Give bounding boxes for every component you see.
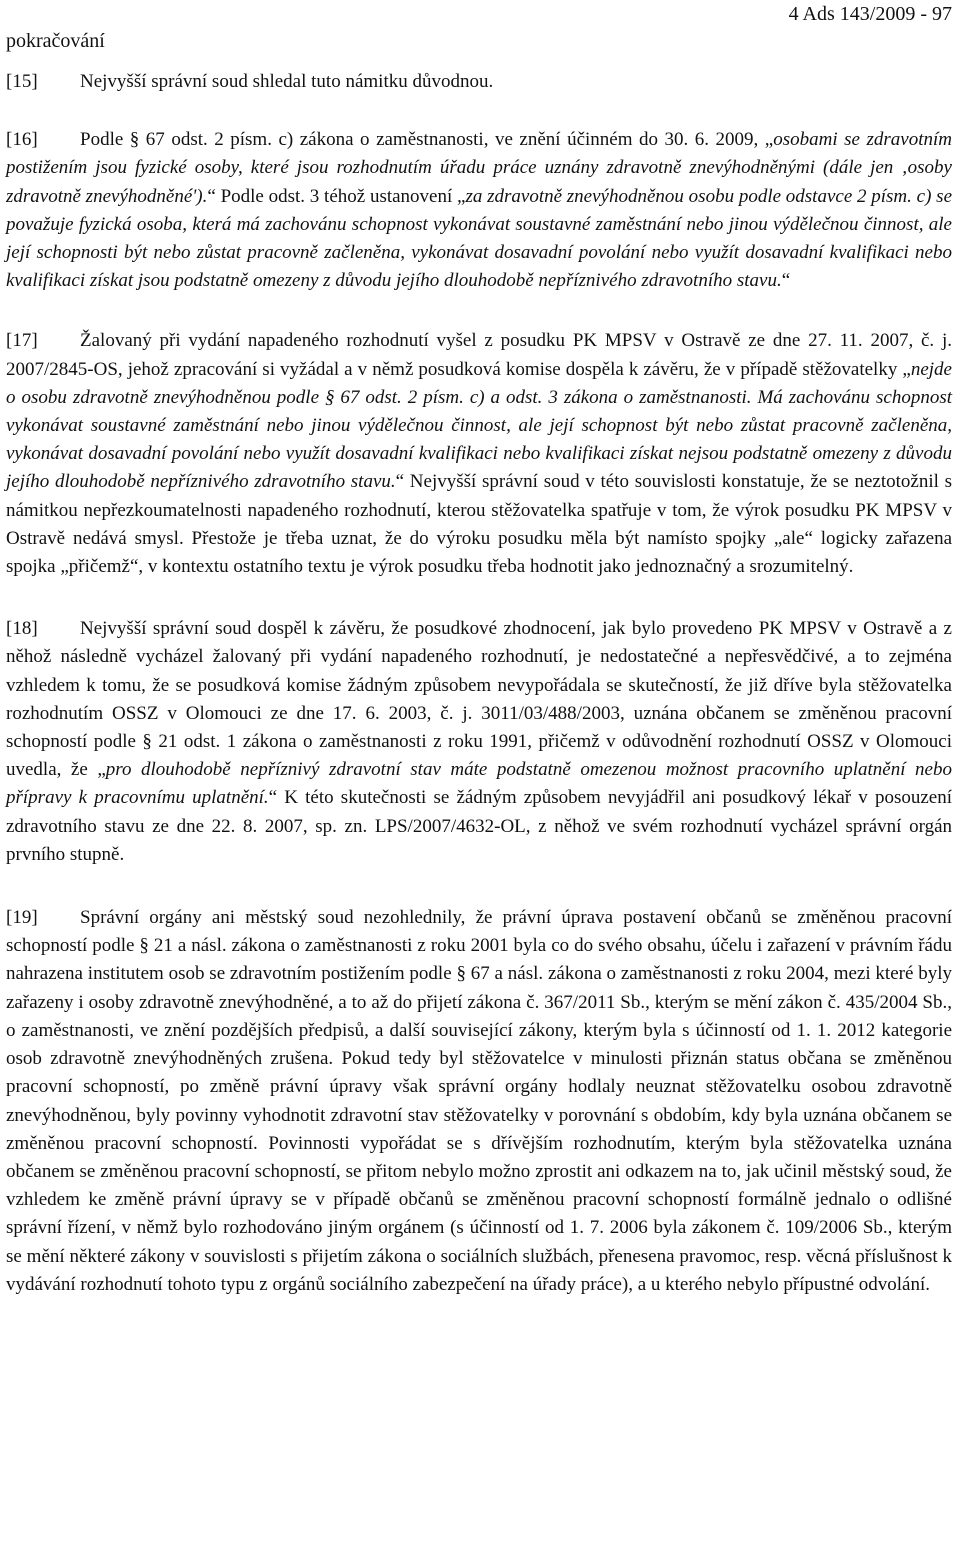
- body-text: Nejvyšší správní soud dospěl k závěru, že posudkové zhodnocení, jak bylo provedeno PK MPSV v Ostravě a z něhož následně vycházel žalovaný při vydání napadeného rozhodnutí, je nedostatečné a nepřesvědčivé, a to zejména vzhledem k tomu, že se posudková komise žádným způsobem nevypořádala se skutečností, že již dříve byla stěžovatelka rozhodnutím OSSZ v Olomouci ze dne 17. 6. 2003, č. j. 3011/03/488/2003, uznána občanem se změněnou pracovní schopností podle § 21 odst. 1 zákona o zaměstnanosti z roku 1991, přičemž v odůvodnění rozhodnutí OSSZ v Olomouci uvedla, že „: [6, 618, 952, 781]
- paragraph-number: [17]: [6, 330, 38, 352]
- paragraph-15: [6, 68, 952, 96]
- paragraph-number: [15]: [6, 71, 38, 92]
- body-text: “: [781, 270, 791, 292]
- paragraph-body: [80, 71, 493, 92]
- page-header: [6, 0, 952, 56]
- body-text: Žalovaný při vydání napadeného rozhodnutí vyšel z posudku PK MPSV v Ostravě ze dne 27. 11. 2007, č. j. 2007/2845-OS, jehož zpracování si vyžádal a v němž posudková komise dospěla k závěru, že v případě stěžovatelky „: [6, 330, 952, 380]
- paragraph-16: [6, 126, 952, 295]
- paragraph-17: [6, 327, 952, 581]
- document-page: [6, 0, 952, 1299]
- case-number: 4 Ads 143/2009 - 97: [788, 3, 952, 25]
- quoted-text: za zdravotně znevýhodněnou osobu podle odstavce 2 písm. c) se považuje fyzická osoba, která má zachovánu schopnost vykonávat soustavné zaměstnání nebo jinou výdělečnou činnost, ale její schopnosti být nebo zůstat pracovně začleněna, vykonávat dosavadní povolání nebo využít dosavadní kvalifikaci nebo kvalifikaci získat jsou podstatně omezeny z důvodu jejího dlouhodobě nepříznivého zdravotního stavu.: [6, 185, 953, 292]
- body-text: Podle § 67 odst. 2 písm. c) zákona o zaměstnanosti, ve znění účinném do 30. 6. 2009, „: [80, 129, 774, 151]
- body-text: Správní orgány ani městský soud nezohlednily, že právní úprava postavení občanů se změněnou pracovní schopností podle § 21 a násl. zákona o zaměstnanosti z roku 2001 byla co do svého obsahu, účelu i zařazení v právním řádu nahrazena institutem osob se zdravotním postižením podle § 67 a násl. zákona o zaměstnanosti z roku 2004, mezi které byly zařazeny i osoby zdravotně znevýhodněné, a to až do přijetí zákona č. 367/2011 Sb., kterým se mění zákon č. 435/2004 Sb., o zaměstnanosti, ve znění pozdějších předpisů, a další související zákony, kterým byla s účinností od 1. 1. 2012 kategorie osob zdravotně znevýhodněných zrušena. Pokud tedy byl stěžovatelce v minulosti přiznán status občana se změněnou pracovní schopností, po změně právní úpravy však správní orgány hodlaly neuznat stěžovatelku osobou zdravotně znevýhodněnou, byly povinny vyhodnotit zdravotní stav stěžovatelky v porovnání s obdobím, kdy byla uznána občanem se změněnou pracovní schopností. Povinnosti vypořádat se s dřívějším rozhodnutím, kterým byla stěžovatelka uznána občanem se změněnou pracovní schopností, se přitom nebylo možno zprostit ani odkazem na to, jak učinil městský soud, že vzhledem ke změně právní úpravy se v případě občanů se změněnou pracovní schopností formálně jednalo o odlišné správní řízení, v němž bylo rozhodováno jiným orgánem (s účinností od 1. 7. 2006 byla zákonem č. 109/2006 Sb., kterým se mění některé zákony v souvislosti s přijetím zákona o sociálních službách, přenesena pravomoc, resp. věcná příslušnost k vydávání rozhodnutí tohoto typu z orgánů sociálního zabezpečení na úřady práce), a u kterého nebylo přípustné odvolání.: [6, 907, 952, 1295]
- continuation-label: pokračování: [6, 30, 105, 52]
- paragraph-18: [6, 615, 952, 869]
- paragraph-body: [6, 129, 952, 291]
- paragraph-number: [19]: [6, 907, 38, 929]
- paragraph-number: [16]: [6, 129, 38, 151]
- quoted-text: nejde o osobu zdravotně znevýhodněnou podle § 67 odst. 2 písm. c) a odst. 3 zákona o zaměstnanosti. Má zachovánu schopnost vykonávat soustavné zaměstnání nebo jinou výdělečnou činnost, ale její schopnost být nebo zůstat pracovně začleněna, vykonávat dosavadní povolání nebo využít dosavadní kvalifikaci nebo kvalifikaci získat nejsou podstatně omezeny z důvodu jejího dlouhodobě nepříznivého zdravotního stavu.: [6, 358, 952, 493]
- body-text: “ Podle odst. 3 téhož ustanovení „: [207, 185, 466, 207]
- quoted-text: pro dlouhodobě nepříznivý zdravotní stav máte podstatně omezenou možnost pracovního uplatnění nebo přípravy k pracovnímu uplatnění.: [6, 759, 952, 809]
- paragraph-body: [6, 907, 952, 1295]
- quoted-text: osobami se zdravotním postižením jsou fyzické osoby, které jsou rozhodnutím úřadu práce uznány zdravotně znevýhodněnými (dále jen ‚osoby zdravotně znevýhodněné').: [6, 129, 952, 207]
- paragraph-19: [6, 904, 952, 1299]
- body-text: “ Nejvyšší správní soud v této souvislosti konstatuje, že se neztotožnil s námitkou nepřezkoumatelnosti napadeného rozhodnutí, kterou stěžovatelka spatřuje v tom, že výrok posudku PK MPSV v Ostravě nedává smysl. Přestože je třeba uznat, že do výroku posudku měla být namísto spojky „ale“ logicky zařazena spojka „přičemž“, v kontextu ostatního textu je výrok posudku třeba hodnotit jako jednoznačný a srozumitelný.: [6, 471, 952, 578]
- paragraph-number: [18]: [6, 618, 38, 640]
- paragraph-body: [6, 618, 952, 865]
- body-text: “ K této skutečnosti se žádným způsobem nevyjádřil ani posudkový lékař v posouzení zdravotního stavu ze dne 22. 8. 2007, sp. zn. LPS/2007/4632-OL, z něhož ve svém rozhodnutí vycházel správní orgán prvního stupně.: [6, 787, 952, 865]
- paragraph-body: [6, 330, 952, 577]
- body-text: Nejvyšší správní soud shledal tuto námitku důvodnou.: [80, 71, 494, 92]
